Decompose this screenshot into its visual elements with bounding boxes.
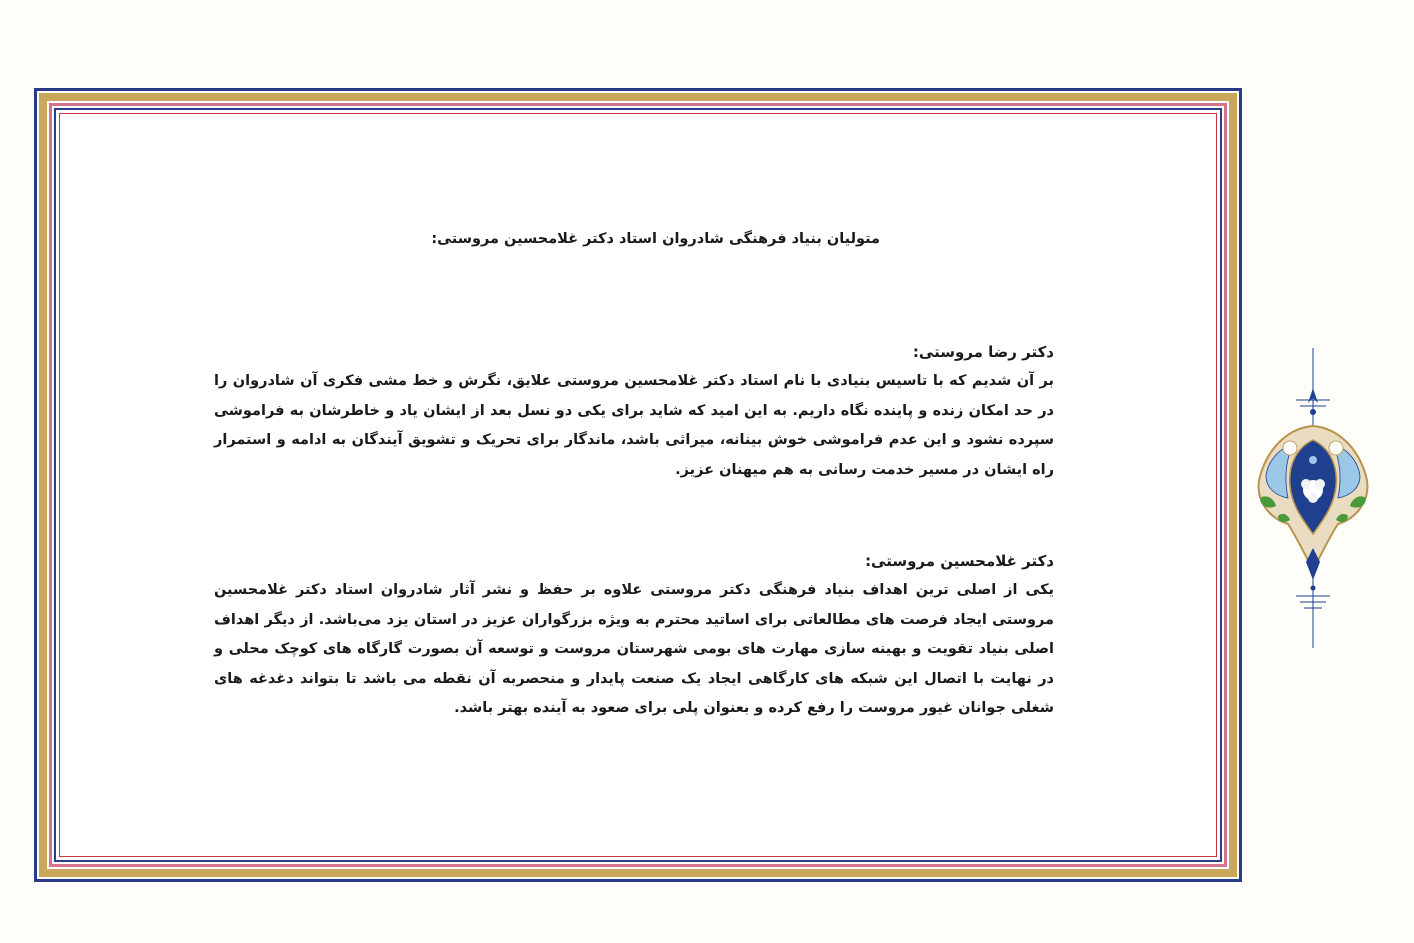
document-title: متولیان بنیاد فرهنگی شادروان استاد دکتر غلامحسین مروستی: <box>431 231 880 247</box>
persian-floral-ornament-icon <box>1248 348 1378 648</box>
section-heading: دکتر غلامحسین مروستی: <box>865 552 1054 570</box>
section-paragraph: یکی از اصلی ترین اهداف بنیاد فرهنگی دکتر مروستی علاوه بر حفظ و نشر آثار شادروان استاد دکتر غلامحسین مروستی ایجاد فرصت های مطالعاتی برای اساتید محترم به ویژه بزرگواران عزیز در استان یزد می‌باشد. از دیگر اهداف اصلی بنیاد تقویت و بهینه سازی مهارت های بومی شهرستان مروست و توسعه آن بصورت گارگاه های کوچک محلی و در نهایت با اتصال این شبکه های کارگاهی ایجاد یک صنعت پایدار و منحصربه آن نقطه می باشد تا بتواند دغدغه های شغلی جوانان غیور مروست را رفع کرده و بعنوان پلی برای صعود به آینده بهتر باشد. <box>214 582 1054 716</box>
frame-red-band <box>59 113 1217 857</box>
decorative-frame <box>34 88 1242 882</box>
section-heading: دکتر رضا مروستی: <box>912 343 1054 361</box>
section-gholamhossein-maravasti <box>214 547 1054 724</box>
section-paragraph: بر آن شدیم که با تاسیس بنیادی با نام استاد دکتر غلامحسین مروستی علایق، نگرش و خط مشی فکری آن شادروان را در حد امکان زنده و پاینده نگاه داریم. به این امید که شاید برای یکی دو نسل بعد از ایشان یاد و خاطرشان به فراموشی سپرده نشود و این عدم فراموشی خوش بینانه، میراثی باشد، ماندگار برای تحریک و تشویق آیندگان به ادامه و استمرار راه ایشان در مسیر خدمت رسانی به هم میهنان عزیز. <box>214 373 1054 478</box>
section-reza-maravasti <box>214 338 1054 485</box>
